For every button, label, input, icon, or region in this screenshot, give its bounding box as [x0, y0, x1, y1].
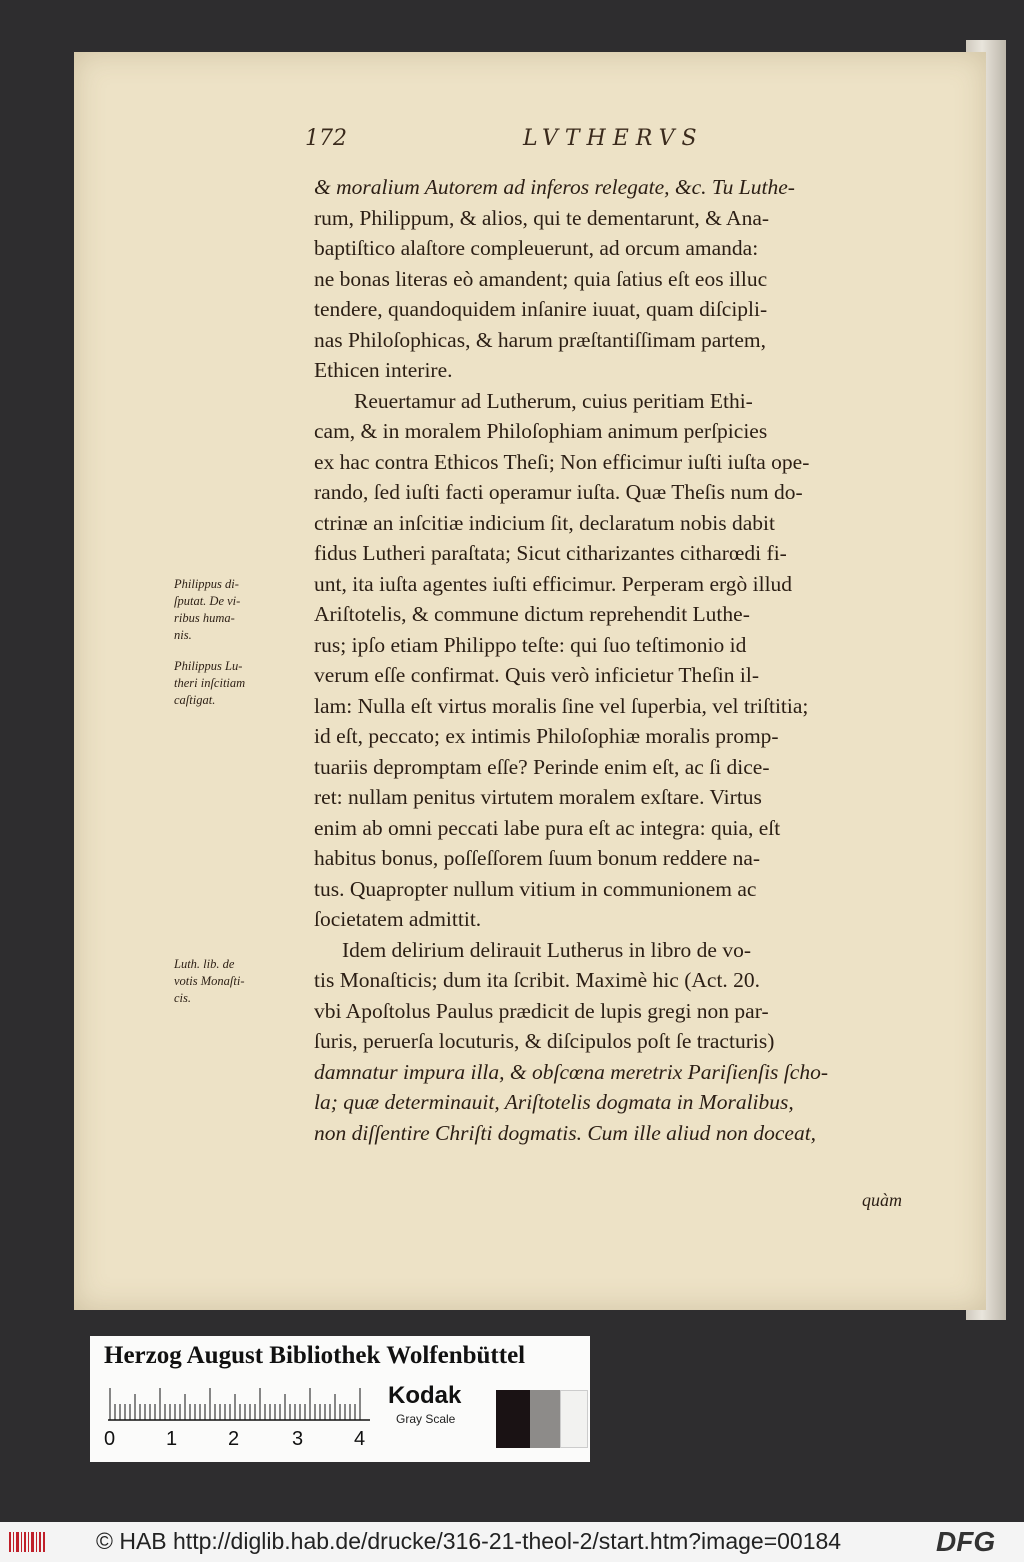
ruler-digit: 1 [166, 1428, 178, 1450]
side-note-line: ſputat. De vi- [174, 594, 241, 608]
barcode-icon [8, 1530, 48, 1554]
ruler-digit: 0 [104, 1428, 116, 1450]
side-note-line: cis. [174, 991, 192, 1005]
side-note-line: theri inſcitiam [174, 676, 246, 690]
ruler-digit: 3 [292, 1428, 304, 1450]
ruler-digit: 2 [228, 1428, 240, 1450]
ruler-icon [108, 1388, 370, 1422]
text-line: la; quæ determinauit, Ariſtotelis dogmata in Moralibus, [314, 1090, 794, 1114]
text-line: damnatur impura illa, & obſcœna meretrix Pariſienſis ſcho- [314, 1059, 828, 1084]
text-line: ex hac contra Ethicos Theſi; Non efficimur iuſti iuſta ope- [314, 449, 810, 474]
text-line: & moralium Autorem ad inferos relegate, &c. Tu Luthe- [314, 175, 795, 199]
text-line: Ethicen interire. [314, 358, 453, 382]
text-line: Reuertamur ad Lutherum, cuius peritiam Ethi- [354, 388, 753, 413]
text-line: tendere, quandoquidem inſanire iuuat, quam diſcipli- [314, 297, 768, 321]
text-line: non diſſentire Chriſti dogmatis. Cum ille aliud non doceat, [314, 1120, 817, 1145]
text-line: ne bonas literas eò amandent; quia ſatius eſt eos illuc [314, 266, 768, 291]
text-line: ſuris, peruerſa locuturis, & diſcipulos poſt ſe tracturis) [314, 1029, 775, 1053]
side-note-line: caſtigat. [174, 693, 216, 707]
gray-swatch-mid [530, 1390, 560, 1448]
text-line: ctrinæ an inſcitiæ indicium ſit, declaratum nobis dabit [314, 510, 775, 535]
side-note [174, 956, 244, 1007]
text-line: tis Monaſticis; dum ita ſcribit. Maximè hic (Act. 20. [314, 968, 761, 992]
side-note-line: ribus huma- [174, 611, 235, 625]
page-number: 172 [305, 126, 347, 151]
side-note [174, 576, 240, 644]
text-line: nas Philoſophicas, & harum præſtantiſſimam partem, [314, 327, 767, 352]
text-line: vbi Apoſtolus Paulus prædicit de lupis gregi non par- [314, 998, 769, 1023]
text-line: baptiſtico alaſtore compleuerunt, ad orcum amanda: [314, 236, 759, 260]
side-note-line: Philippus di- [174, 577, 239, 591]
text-line: tus. Quapropter nullum vitium in communionem ac [314, 876, 757, 901]
footer-bar [0, 1522, 1024, 1562]
text-line: rus; ipſo etiam Philippo teſte: qui ſuo teſtimonio id [314, 632, 747, 657]
kodak-logo: Kodak [388, 1382, 462, 1409]
library-name: Herzog August Bibliothek Wolfenbüttel [104, 1342, 526, 1369]
gray-swatch-light [560, 1390, 588, 1448]
text-line: unt, ita iuſta agentes iuſti efficimur. Perperam ergò illud [314, 571, 793, 596]
ruler-digit: 4 [354, 1428, 366, 1450]
text-line: habitus bonus, poſſeſſorem ſuum bonum reddere na- [314, 846, 761, 870]
text-line: id eſt, peccato; ex intimis Philoſophiæ moralis promp- [314, 724, 779, 748]
text-line: Ariſtotelis, & commune dictum reprehendit Luthe- [314, 602, 750, 626]
text-line: ret: nullam penitus virtutem moralem exſtare. Virtus [314, 785, 762, 809]
gray-swatch-dark [496, 1390, 530, 1448]
side-note-line: Philippus Lu- [174, 659, 243, 673]
text-line: lam: Nulla eſt virtus moralis ſine vel ſuperbia, vel triſtitia; [314, 693, 809, 718]
dfg-logo: DFG [936, 1526, 996, 1557]
text-line: rando, ſed iuſti facti operamur iuſta. Quæ Theſis num do- [314, 480, 803, 504]
text-line: Idem delirium delirauit Lutherus in libro de vo- [342, 937, 751, 962]
text-line: rum, Philippum, & alios, qui te dementarunt, & Ana- [314, 205, 770, 230]
page-header [305, 126, 925, 160]
text-line: cam, & in moralem Philoſophiam animum perſpicies [314, 419, 768, 443]
side-note-line: Luth. lib. de [174, 957, 235, 971]
running-title: LVTHERVS [523, 126, 704, 151]
kodak-subtitle: Gray Scale [396, 1412, 456, 1426]
side-note-line: nis. [174, 628, 192, 642]
text-line: verum eſſe confirmat. Quis verò inficietur Theſin il- [314, 663, 759, 687]
catchword: quàm [862, 1190, 902, 1210]
text-line: ſocietatem admittit. [314, 907, 482, 931]
side-note-line: votis Monaſti- [174, 974, 245, 988]
text-line: fidus Lutheri paraſtata; Sicut citharizantes citharœdi fi- [314, 541, 787, 565]
side-note [174, 658, 245, 709]
text-line: enim ab omni peccati labe pura eſt ac integra: quia, eſt [314, 815, 781, 840]
copyright-url[interactable]: © HAB http://diglib.hab.de/drucke/316-21-theol-2/start.htm?image=00184 [96, 1528, 842, 1554]
body-text [314, 172, 934, 1148]
text-line: tuariis depromptam eſſe? Perinde enim eſt, ac ſi dice- [314, 754, 770, 779]
calibration-card [90, 1336, 590, 1462]
